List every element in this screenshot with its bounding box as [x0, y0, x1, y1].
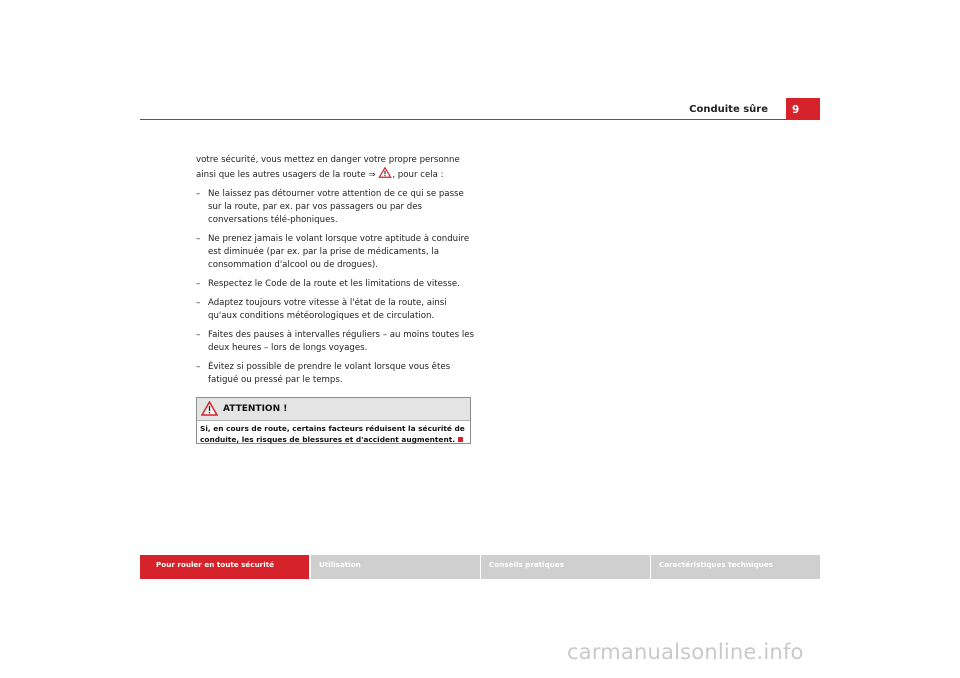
tab-utilisation[interactable]: Utilisation [311, 555, 480, 579]
attention-body: Si, en cours de route, certains facteurs réduisent la sécurité de conduite, les risques de blessures et d'accident augmentent. [200, 424, 465, 444]
running-header-title: Conduite sûre [689, 104, 768, 115]
attention-text [197, 421, 470, 445]
tab-caracteristiques-techniques[interactable]: Caractéristiques techniques [651, 555, 820, 579]
list-dash: – [196, 279, 201, 289]
list-item-text: Adaptez toujours votre vitesse à l'état de la route, ainsi qu'aux conditions météorologiques et de circulation. [208, 298, 447, 321]
list-item [196, 329, 474, 355]
intro-text: votre sécurité, vous mettez en danger votre propre personne ainsi que les autres usagers de la route ⇒ [196, 155, 460, 180]
list-item-text: Évitez si possible de prendre le volant lorsque vous êtes fatigué ou pressé par le temps. [208, 362, 451, 385]
warning-triangle-icon [201, 401, 218, 416]
list-dash: – [196, 189, 201, 199]
body-text [196, 154, 474, 387]
list-item-text: Ne laissez pas détourner votre attention de ce qui se passe sur la route, par ex. par vos passagers ou par des conversations télé-phoniques. [208, 189, 464, 225]
list-item-text: Respectez le Code de la route et les limitations de vitesse. [208, 279, 460, 289]
list-item [196, 188, 474, 227]
tab-pour-rouler[interactable]: Pour rouler en toute sécurité [140, 555, 309, 579]
end-of-section-marker-icon [458, 437, 463, 442]
list-item [196, 361, 474, 387]
warning-triangle-icon [378, 167, 392, 178]
list-item-text: Ne prenez jamais le volant lorsque votre aptitude à conduire est diminuée (par ex. par la prise de médicaments, la consommation d'alcool ou de drogues). [208, 234, 470, 270]
list-item-text: Faites des pauses à intervalles réguliers – au moins toutes les deux heures – lors de longs voyages. [208, 330, 474, 353]
watermark: carmanualsonline.info [567, 640, 804, 664]
list-dash: – [196, 298, 201, 308]
list-dash: – [196, 234, 201, 244]
attention-box [196, 397, 471, 444]
header-rule [140, 119, 820, 120]
intro-paragraph [196, 154, 474, 182]
list-item [196, 278, 474, 291]
list-dash: – [196, 362, 201, 372]
tab-conseils-pratiques[interactable]: Conseils pratiques [481, 555, 650, 579]
list-dash: – [196, 330, 201, 340]
list-item [196, 297, 474, 323]
intro-text-end: , pour cela : [392, 170, 444, 180]
attention-header [197, 398, 470, 421]
attention-label: ATTENTION ! [223, 404, 288, 414]
list-item [196, 233, 474, 272]
page-number: 9 [786, 98, 820, 119]
